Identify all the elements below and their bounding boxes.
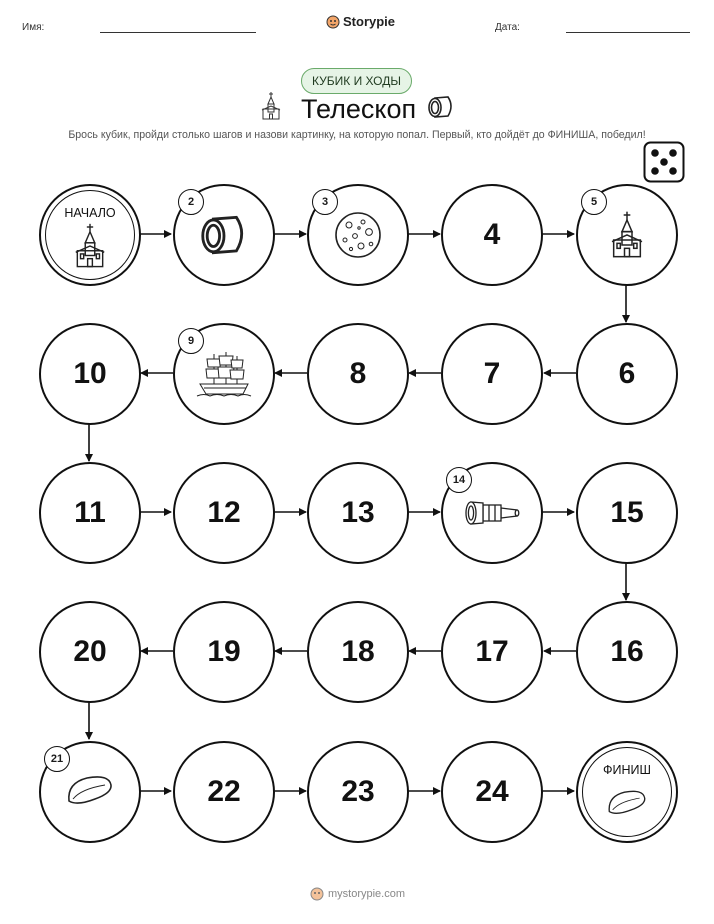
board-cell-17 xyxy=(441,601,543,703)
cell-number: 4 xyxy=(483,218,501,251)
cell-number: 15 xyxy=(610,496,644,529)
storypie-mascot-icon xyxy=(310,887,324,901)
date-label: Дата: xyxy=(495,22,520,33)
board-cell-9 xyxy=(173,323,275,425)
cell-number: 6 xyxy=(618,357,636,390)
tube-icon xyxy=(197,212,251,258)
cell-number: 22 xyxy=(207,775,241,808)
board-cell-18 xyxy=(307,601,409,703)
cell-number: 24 xyxy=(475,775,509,808)
ship-icon xyxy=(196,350,252,398)
board-cell-2 xyxy=(173,184,275,286)
cell-badge: 14 xyxy=(446,467,472,493)
board-cell-24 xyxy=(441,741,543,843)
board-cell-6 xyxy=(576,323,678,425)
cell-number: 8 xyxy=(349,357,367,390)
category-pill: КУБИК И ХОДЫ xyxy=(301,68,412,94)
church-icon xyxy=(607,210,647,260)
board-cell-19 xyxy=(173,601,275,703)
cell-number: 20 xyxy=(73,635,107,668)
board-cell-start xyxy=(39,184,141,286)
cell-number: 18 xyxy=(341,635,375,668)
cell-number: 7 xyxy=(483,357,501,390)
name-label: Имя: xyxy=(22,22,45,33)
board-cell-22 xyxy=(173,741,275,843)
telescope-icon xyxy=(463,498,521,528)
page-title: Телескоп xyxy=(301,94,417,124)
board-cell-11 xyxy=(39,462,141,564)
cell-number: 17 xyxy=(475,635,509,668)
board-cell-12 xyxy=(173,462,275,564)
cell-badge: 2 xyxy=(178,189,204,215)
board-cell-finish xyxy=(576,741,678,843)
cell-number: 11 xyxy=(74,496,106,529)
board-cell-13 xyxy=(307,462,409,564)
board-cell-10 xyxy=(39,323,141,425)
instructions: Брось кубик, пройди столько шагов и назови картинку, на которую попал. Первый, кто дойдёт до ФИНИША, победил! xyxy=(68,129,646,141)
footer-site: mystorypie.com xyxy=(328,888,406,900)
footer xyxy=(310,887,405,901)
board-cell-4 xyxy=(441,184,543,286)
cell-number: 13 xyxy=(341,496,375,529)
cell-badge: 3 xyxy=(312,189,338,215)
board-cell-15 xyxy=(576,462,678,564)
board-cell-16 xyxy=(576,601,678,703)
lens-icon xyxy=(65,773,115,811)
board-cell-21 xyxy=(39,741,141,843)
lens-icon xyxy=(605,788,649,820)
church-icon xyxy=(71,222,109,270)
finish-label: ФИНИШ xyxy=(603,763,651,777)
moon-icon xyxy=(333,210,383,260)
cell-badge: 9 xyxy=(178,328,204,354)
start-label: НАЧАЛО xyxy=(64,206,116,220)
board-cell-7 xyxy=(441,323,543,425)
cell-number: 10 xyxy=(73,357,107,390)
board-cell-3 xyxy=(307,184,409,286)
board-cell-23 xyxy=(307,741,409,843)
cell-number: 16 xyxy=(610,635,644,668)
cell-number: 23 xyxy=(341,775,375,808)
board-cell-8 xyxy=(307,323,409,425)
cell-number: 12 xyxy=(207,496,241,529)
cell-badge: 5 xyxy=(581,189,607,215)
board-cell-20 xyxy=(39,601,141,703)
cell-badge: 21 xyxy=(44,746,70,772)
board-cell-14 xyxy=(441,462,543,564)
cell-number: 19 xyxy=(207,635,241,668)
board-cell-5 xyxy=(576,184,678,286)
brand-name: Storypie xyxy=(343,14,396,29)
